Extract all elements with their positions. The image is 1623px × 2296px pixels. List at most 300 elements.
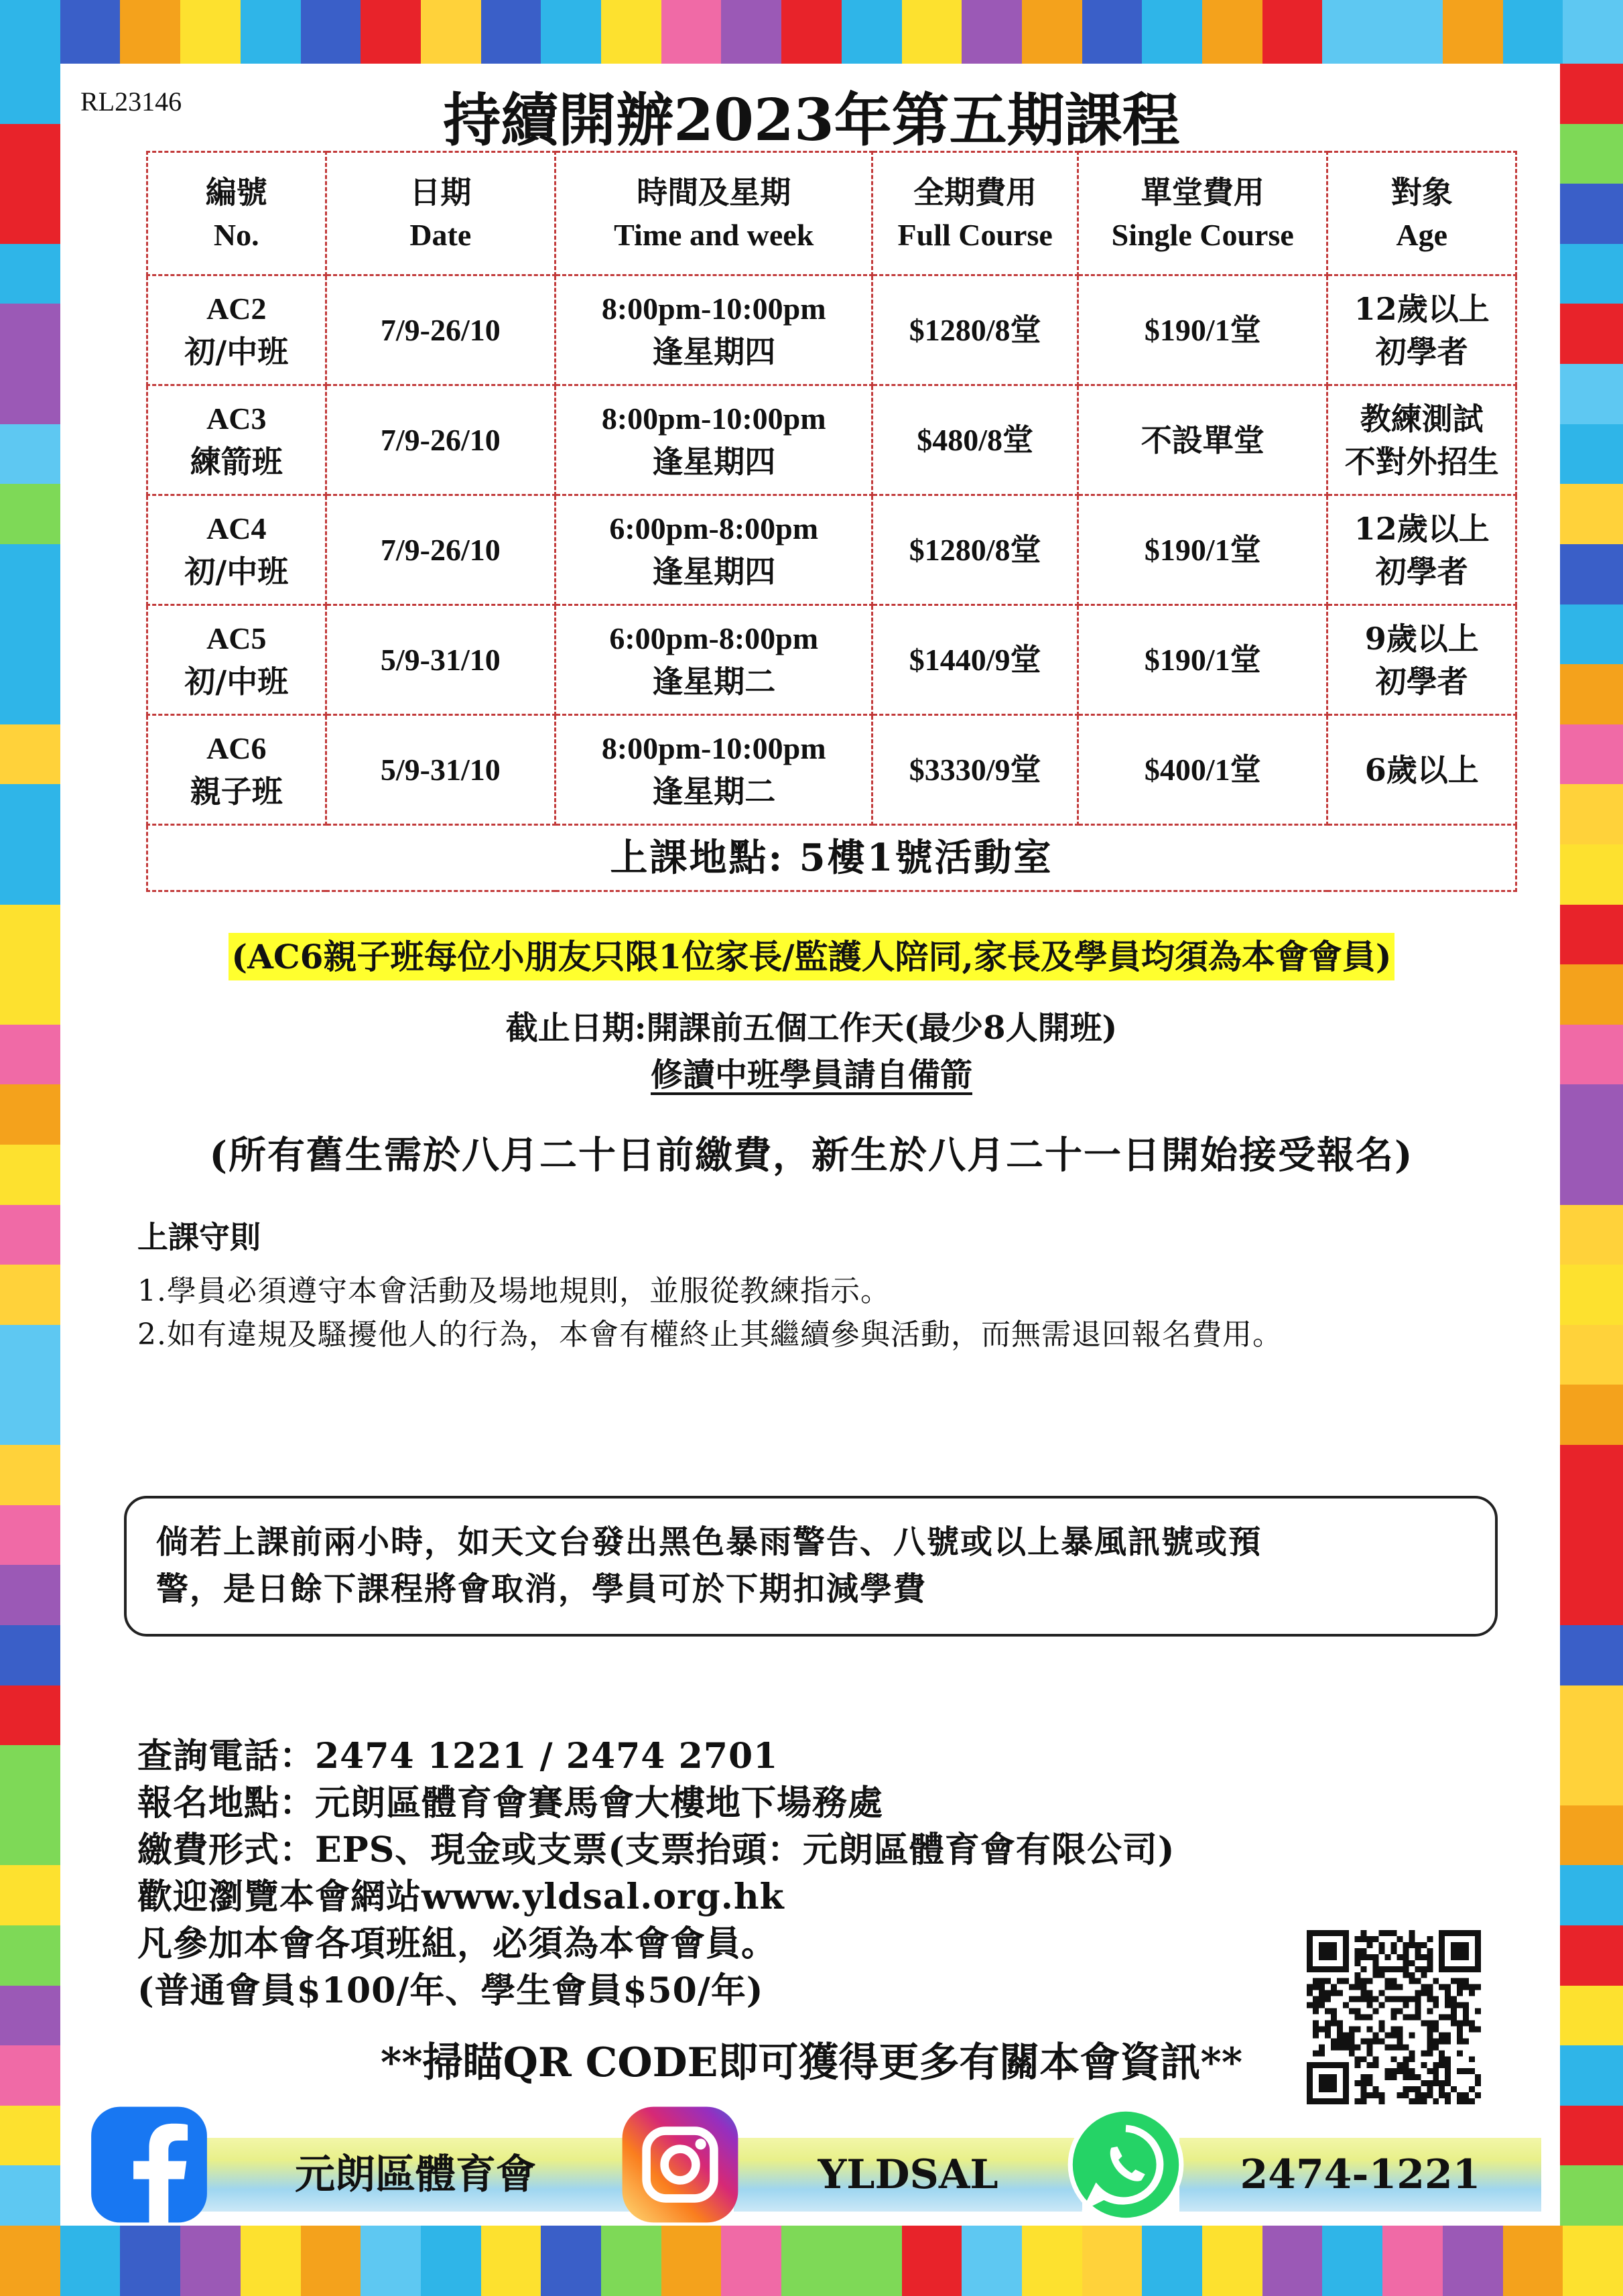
- qr-module: [1415, 2092, 1421, 2098]
- border-tile: [0, 1745, 60, 1805]
- qr-module: [1361, 1948, 1367, 1954]
- qr-module: [1373, 1954, 1379, 1960]
- border-tile: [902, 2226, 962, 2296]
- qr-module: [1379, 1990, 1385, 1996]
- qr-module: [1355, 2098, 1361, 2104]
- instagram-label: YLDSAL: [818, 2151, 998, 2198]
- border-tile: [962, 2226, 1022, 2296]
- qr-module: [1331, 2020, 1337, 2026]
- qr-module: [1451, 2008, 1457, 2015]
- cell-age: 12歲以上 初學者: [1327, 275, 1516, 385]
- border-tile: [0, 1625, 60, 1685]
- cell-date: 5/9-31/10: [326, 605, 555, 715]
- qr-module: [1325, 2020, 1331, 2026]
- qr-module: [1313, 1984, 1319, 1990]
- qr-module: [1349, 1996, 1355, 2002]
- border-tile: [0, 304, 60, 364]
- border-tile: [0, 1805, 60, 1866]
- qr-module: [1463, 2092, 1469, 2098]
- qr-module: [1421, 1942, 1427, 1948]
- qr-module: [1325, 1990, 1331, 1996]
- qr-module: [1421, 1966, 1427, 1972]
- qr-module: [1403, 1996, 1409, 2002]
- border-tile: [0, 1685, 60, 1746]
- qr-module: [1427, 2020, 1433, 2026]
- qr-module: [1379, 2092, 1385, 2098]
- cell-no: AC5 初/中班: [147, 605, 326, 715]
- qr-module: [1355, 1996, 1361, 2002]
- border-tile: [0, 1445, 60, 1505]
- border-tile: [0, 1865, 60, 1925]
- qr-module: [1397, 1996, 1403, 2002]
- qr-module: [1433, 1978, 1439, 1984]
- qr-module: [1415, 2015, 1421, 2021]
- qr-module: [1355, 2008, 1361, 2015]
- border-tile: [1560, 724, 1623, 785]
- border-tile: [1563, 0, 1623, 64]
- table-row: [147, 715, 1516, 825]
- qr-module: [1391, 1930, 1397, 1936]
- qr-module: [1403, 1954, 1409, 1960]
- border-tile: [0, 1385, 60, 1445]
- border-tile: [0, 364, 60, 424]
- qr-module: [1415, 1996, 1421, 2002]
- rule-item: 1.學員必須遵守本會活動及場地規則，並服從教練指示。: [137, 1274, 891, 1308]
- qr-module: [1427, 1948, 1433, 1954]
- border-tile: [1202, 0, 1262, 64]
- qr-module: [1457, 2092, 1463, 2098]
- qr-module: [1361, 1936, 1367, 1942]
- qr-module: [1361, 1996, 1367, 2002]
- cell-single-course: $190/1堂: [1078, 605, 1327, 715]
- qr-module: [1403, 2092, 1409, 2098]
- qr-module: [1469, 1990, 1475, 1996]
- qr-module: [1421, 2098, 1427, 2104]
- qr-module: [1427, 1996, 1433, 2002]
- border-tile: [1560, 1745, 1623, 1805]
- facebook-icon[interactable]: [87, 2104, 211, 2225]
- cell-date: 7/9-26/10: [326, 385, 555, 495]
- border-tile: [1560, 304, 1623, 364]
- qr-module: [1457, 1990, 1463, 1996]
- qr-module: [1355, 1978, 1361, 1984]
- cell-full-course: $480/8堂: [872, 385, 1078, 495]
- qr-module: [1403, 2002, 1409, 2008]
- border-tile: [1560, 664, 1623, 724]
- border-tile: [661, 2226, 722, 2296]
- qr-module: [1355, 1948, 1361, 1954]
- border-tile: [1560, 424, 1623, 485]
- qr-module: [1397, 1984, 1403, 1990]
- border-tile: [0, 724, 60, 785]
- cell-time: 8:00pm-10:00pm 逢星期四: [556, 385, 872, 495]
- qr-module: [1409, 1960, 1415, 1966]
- qr-module: [1445, 1990, 1451, 1996]
- qr-module: [1331, 1984, 1337, 1990]
- qr-module: [1367, 1996, 1373, 2002]
- qr-module: [1433, 2020, 1439, 2026]
- border-tile: [1560, 1325, 1623, 1385]
- equipment-note: [0, 1049, 1623, 1095]
- qr-module: [1403, 2015, 1409, 2021]
- cell-full-course: $1440/9堂: [872, 605, 1078, 715]
- qr-module: [1427, 1936, 1433, 1942]
- qr-module: [1415, 2098, 1421, 2104]
- border-tile: [1560, 844, 1623, 905]
- border-tile: [361, 2226, 421, 2296]
- cell-full-course: $1280/8堂: [872, 495, 1078, 605]
- border-tile: [0, 244, 60, 304]
- course-table: [146, 151, 1517, 892]
- qr-module: [1397, 1936, 1403, 1942]
- membership-fees: (普通會員$100/年、學生會員$50/年): [137, 1970, 764, 2011]
- border-tile: [1560, 1505, 1623, 1566]
- cell-no: AC6 親子班: [147, 715, 326, 825]
- border-tile: [661, 0, 722, 64]
- qr-module: [1421, 1984, 1427, 1990]
- qr-module: [1361, 1954, 1367, 1960]
- cell-time: 6:00pm-8:00pm 逢星期二: [556, 605, 872, 715]
- qr-module: [1307, 2002, 1313, 2008]
- location-row: [147, 825, 1516, 891]
- header-time: 時間及星期 Time and week: [556, 152, 872, 275]
- border-tile: [781, 2226, 842, 2296]
- border-tile: [1443, 0, 1503, 64]
- cell-time: 8:00pm-10:00pm 逢星期四: [556, 275, 872, 385]
- qr-module: [1367, 2092, 1373, 2098]
- border-tile: [180, 0, 241, 64]
- qr-module: [1403, 1972, 1409, 1978]
- border-tile: [541, 0, 601, 64]
- cell-full-course: $1280/8堂: [872, 275, 1078, 385]
- qr-module: [1445, 1984, 1451, 1990]
- qr-module: [1373, 1996, 1379, 2002]
- qr-module: [1445, 1996, 1451, 2002]
- registration-location: 報名地點：元朗區體育會賽馬會大樓地下場務處: [137, 1783, 884, 1824]
- qr-module: [1391, 1942, 1397, 1948]
- qr-module: [1409, 2015, 1415, 2021]
- cell-date: 7/9-26/10: [326, 495, 555, 605]
- qr-module: [1445, 2098, 1451, 2104]
- cell-no: AC3 練箭班: [147, 385, 326, 495]
- border-tile: [1022, 2226, 1082, 2296]
- qr-module: [1361, 1990, 1367, 1996]
- border-tile: [1022, 0, 1082, 64]
- qr-module: [1361, 2015, 1367, 2021]
- border-tile: [1560, 544, 1623, 604]
- qr-module: [1463, 1984, 1469, 1990]
- border-tile: [721, 2226, 781, 2296]
- border-tile: [962, 0, 1022, 64]
- qr-module: [1415, 1942, 1421, 1948]
- qr-module: [1319, 2002, 1325, 2008]
- qr-module: [1313, 2002, 1319, 2008]
- qr-module: [1313, 1978, 1319, 1984]
- border-tile: [0, 184, 60, 244]
- border-tile: [0, 604, 60, 665]
- qr-module: [1373, 1966, 1379, 1972]
- scan-qr-text: **掃瞄QR CODE即可獲得更多有關本會資訊**: [380, 2039, 1243, 2086]
- border-tile: [241, 2226, 301, 2296]
- border-mosaic-bottom: [0, 2226, 1623, 2296]
- border-tile: [1443, 2226, 1503, 2296]
- border-tile: [721, 0, 781, 64]
- qr-module: [1421, 2092, 1427, 2098]
- border-tile: [241, 0, 301, 64]
- qr-module: [1421, 1990, 1427, 1996]
- border-tile: [1560, 1445, 1623, 1505]
- qr-module: [1427, 1966, 1433, 1972]
- qr-module: [1433, 1996, 1439, 2002]
- rule-item: 2.如有違規及騷擾他人的行為，本會有權終止其繼續參與活動，而無需退回報名費用。: [137, 1318, 1283, 1352]
- header-age: 對象 Age: [1327, 152, 1516, 275]
- qr-module: [1385, 1978, 1391, 1984]
- qr-module: [1307, 1984, 1313, 1990]
- qr-module: [1433, 2098, 1439, 2104]
- border-tile: [301, 0, 361, 64]
- qr-module: [1439, 2015, 1445, 2021]
- border-tile: [1560, 1385, 1623, 1445]
- qr-module: [1355, 1972, 1361, 1978]
- border-tile: [0, 1505, 60, 1566]
- qr-module: [1367, 1942, 1373, 1948]
- border-tile: [1560, 364, 1623, 424]
- border-tile: [601, 0, 661, 64]
- qr-module: [1373, 1960, 1379, 1966]
- qr-module: [1379, 1972, 1385, 1978]
- cell-single-course: $190/1堂: [1078, 495, 1327, 605]
- qr-module: [1463, 2098, 1469, 2104]
- border-tile: [0, 544, 60, 604]
- qr-module: [1427, 1984, 1433, 1990]
- qr-module: [1457, 1984, 1463, 1990]
- qr-module: [1463, 2002, 1469, 2008]
- qr-module: [1361, 1966, 1367, 1972]
- cell-no: AC4 初/中班: [147, 495, 326, 605]
- qr-module: [1427, 2092, 1433, 2098]
- qr-module: [1373, 1972, 1379, 1978]
- qr-module: [1409, 1942, 1415, 1948]
- border-tile: [0, 2106, 60, 2166]
- qr-module: [1427, 1990, 1433, 1996]
- qr-module: [1379, 1930, 1385, 1936]
- qr-module: [1391, 1948, 1397, 1954]
- qr-module: [1409, 2098, 1415, 2104]
- qr-module: [1475, 2008, 1481, 2015]
- qr-module: [1361, 1984, 1367, 1990]
- qr-module: [1367, 1990, 1373, 1996]
- qr-module: [1385, 1996, 1391, 2002]
- qr-module: [1457, 2002, 1463, 2008]
- qr-module: [1379, 1966, 1385, 1972]
- qr-module: [1403, 1960, 1409, 1966]
- border-tile: [1262, 0, 1323, 64]
- border-tile: [0, 784, 60, 844]
- qr-module: [1427, 2008, 1433, 2015]
- qr-module: [1469, 1984, 1475, 1990]
- border-tile: [1560, 484, 1623, 544]
- border-tile: [1322, 2226, 1382, 2296]
- border-tile: [421, 2226, 481, 2296]
- border-tile: [1560, 1625, 1623, 1685]
- qr-module: [1469, 2020, 1475, 2026]
- whatsapp-icon[interactable]: [1065, 2104, 1186, 2225]
- membership-requirement: 凡參加本會各項班組，必須為本會會員。: [137, 1923, 777, 1964]
- qr-module: [1367, 1978, 1373, 1984]
- qr-module: [1463, 2008, 1469, 2015]
- qr-module: [1457, 2098, 1463, 2104]
- qr-module: [1451, 1978, 1457, 1984]
- qr-module: [1415, 1948, 1421, 1954]
- qr-module: [1391, 2015, 1397, 2021]
- qr-module: [1379, 2002, 1385, 2008]
- border-tile: [0, 1205, 60, 1265]
- qr-module: [1451, 2002, 1457, 2008]
- cell-single-course: $400/1堂: [1078, 715, 1327, 825]
- qr-module: [1457, 2020, 1463, 2026]
- qr-module: [1391, 2008, 1397, 2015]
- border-tile: [1322, 0, 1382, 64]
- qr-module: [1337, 1990, 1343, 1996]
- qr-module: [1391, 1978, 1397, 1984]
- border-tile: [781, 0, 842, 64]
- qr-module: [1403, 1948, 1409, 1954]
- qr-module: [1379, 1942, 1385, 1948]
- qr-module: [1415, 1978, 1421, 1984]
- border-tile: [120, 2226, 180, 2296]
- border-tile: [1142, 2226, 1202, 2296]
- border-tile: [0, 0, 60, 64]
- qr-module: [1415, 1966, 1421, 1972]
- border-tile: [1082, 0, 1143, 64]
- qr-module: [1319, 1984, 1325, 1990]
- border-tile: [601, 2226, 661, 2296]
- qr-module: [1379, 2098, 1385, 2104]
- qr-module: [1355, 2015, 1361, 2021]
- page-title: 持續開辦2023年第五期課程: [443, 86, 1180, 154]
- qr-module: [1445, 2092, 1451, 2098]
- qr-module: [1457, 1978, 1463, 1984]
- border-tile: [1560, 784, 1623, 844]
- qr-module: [1373, 2008, 1379, 2015]
- cell-age: 9歲以上 初學者: [1327, 605, 1516, 715]
- qr-module: [1403, 1966, 1409, 1972]
- border-tile: [0, 1925, 60, 1986]
- qr-module: [1337, 2020, 1343, 2026]
- qr-module: [1319, 1942, 1337, 1960]
- weather-notice-box: [124, 1496, 1498, 1637]
- qr-module: [1409, 1936, 1415, 1942]
- qr-module: [1415, 2002, 1421, 2008]
- border-tile: [60, 0, 121, 64]
- equipment-note-text: 修讀中班學員請自備箭: [650, 1056, 972, 1094]
- qr-module: [1313, 2020, 1319, 2026]
- border-tile: [1262, 2226, 1323, 2296]
- qr-module: [1415, 2008, 1421, 2015]
- qr-module: [1361, 2092, 1367, 2098]
- qr-module: [1409, 1972, 1415, 1978]
- border-tile: [1560, 1805, 1623, 1866]
- qr-module: [1337, 1978, 1343, 1984]
- qr-module: [1379, 2020, 1385, 2026]
- document-code: RL23146: [80, 86, 182, 117]
- cell-time: 8:00pm-10:00pm 逢星期二: [556, 715, 872, 825]
- border-tile: [1560, 184, 1623, 244]
- website-link[interactable]: 歡迎瀏覽本會網站www.yldsal.org.hk: [137, 1876, 785, 1917]
- border-tile: [1560, 2165, 1623, 2226]
- border-tile: [0, 1565, 60, 1625]
- border-tile: [120, 0, 180, 64]
- qr-module: [1385, 1984, 1391, 1990]
- qr-module: [1349, 2008, 1355, 2015]
- border-tile: [1560, 2106, 1623, 2166]
- qr-module: [1451, 2020, 1457, 2026]
- qr-module: [1373, 2092, 1379, 2098]
- cell-age: 12歲以上 初學者: [1327, 495, 1516, 605]
- border-tile: [842, 0, 902, 64]
- qr-module: [1475, 1984, 1481, 1990]
- payment-methods: 繳費形式：EPS、現金或支票(支票抬頭：元朗區體育會有限公司): [137, 1830, 1175, 1870]
- qr-module: [1451, 1942, 1469, 1960]
- qr-module: [1343, 2002, 1349, 2008]
- qr-module: [1325, 1996, 1331, 2002]
- border-tile: [1503, 0, 1563, 64]
- header-date: 日期 Date: [326, 152, 555, 275]
- qr-module: [1397, 1966, 1403, 1972]
- qr-module: [1307, 1990, 1313, 1996]
- cell-single-course: 不設單堂: [1078, 385, 1327, 495]
- table-row: [147, 275, 1516, 385]
- qr-module: [1355, 1936, 1361, 1942]
- qr-module: [1385, 1930, 1391, 1936]
- qr-module: [1421, 1954, 1427, 1960]
- header-single-course: 單堂費用 Single Course: [1078, 152, 1327, 275]
- qr-module: [1421, 1972, 1427, 1978]
- qr-module: [1325, 1978, 1331, 1984]
- qr-module: [1451, 1996, 1457, 2002]
- qr-module: [1463, 1978, 1469, 1984]
- qr-module: [1409, 1996, 1415, 2002]
- table-row: [147, 605, 1516, 715]
- border-tile: [1382, 0, 1443, 64]
- qr-module: [1379, 1948, 1385, 1954]
- qr-module: [1331, 2008, 1337, 2015]
- deadline-text: 截止日期:開課前五個工作天(最少8人開班): [505, 1009, 1118, 1047]
- qr-module: [1427, 1960, 1433, 1966]
- parent-child-notice: [0, 930, 1623, 978]
- qr-module: [1367, 1936, 1373, 1942]
- cell-no: AC2 初/中班: [147, 275, 326, 385]
- instagram-icon[interactable]: [620, 2104, 740, 2225]
- qr-module: [1367, 2002, 1373, 2008]
- qr-module: [1415, 1990, 1421, 1996]
- qr-module: [1355, 1984, 1361, 1990]
- border-tile: [0, 1265, 60, 1325]
- border-tile: [421, 0, 481, 64]
- border-tile: [1560, 1205, 1623, 1265]
- table-header-row: [147, 152, 1516, 275]
- qr-module: [1319, 1990, 1325, 1996]
- border-tile: [842, 2226, 902, 2296]
- facebook-label: 元朗區體育會: [295, 2151, 536, 2198]
- qr-module: [1391, 1966, 1397, 1972]
- qr-module: [1343, 1978, 1349, 1984]
- qr-module: [1361, 1978, 1367, 1984]
- border-tile: [1560, 1565, 1623, 1625]
- border-tile: [0, 664, 60, 724]
- qr-module: [1319, 1996, 1325, 2002]
- qr-module: [1409, 1930, 1415, 1936]
